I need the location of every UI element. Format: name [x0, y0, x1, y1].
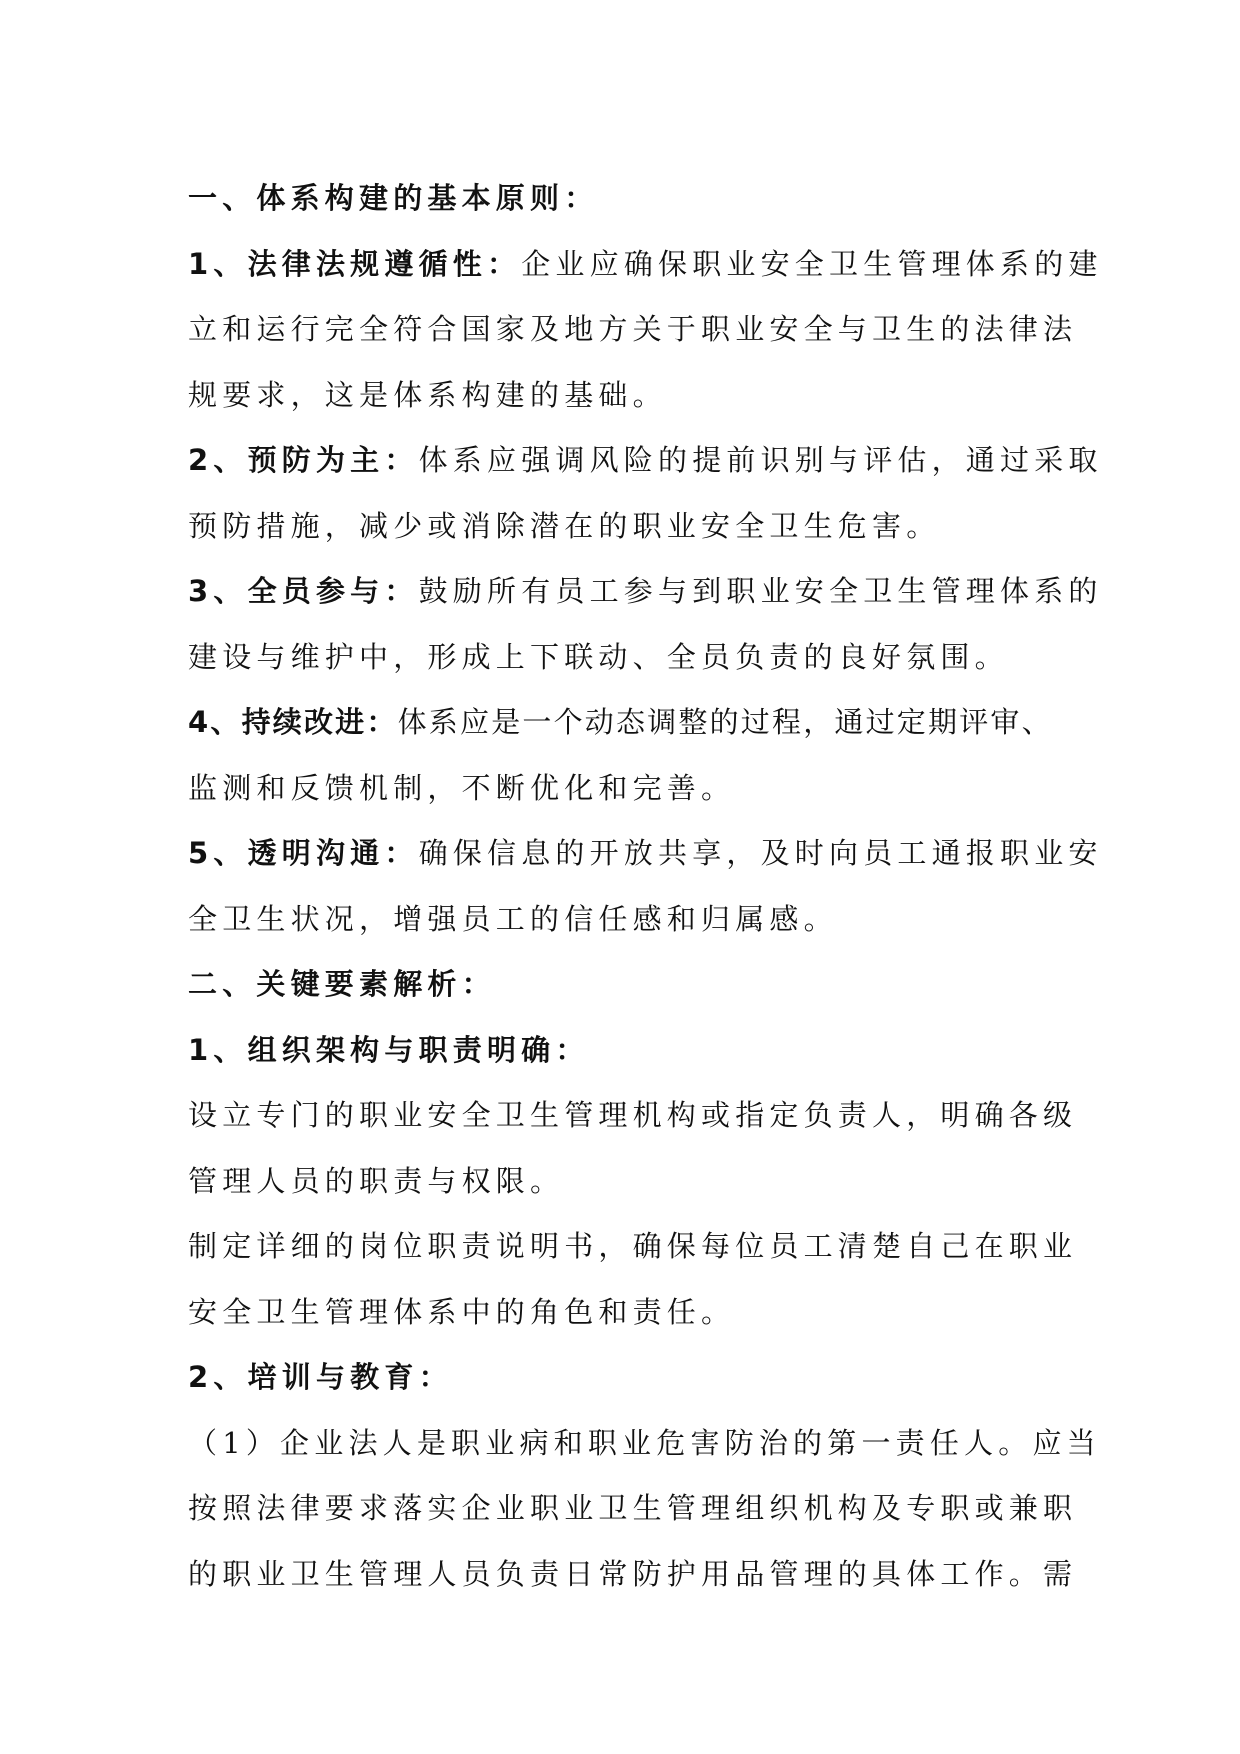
- paragraph-line: （1）企业法人是职业病和职业危害防治的第一责任人。应当: [188, 1425, 1101, 1460]
- item-heading: 2、预防为主：: [188, 443, 419, 477]
- paragraph-line: 管理人员的职责与权限。: [188, 1163, 565, 1198]
- subsection-heading: 2、培训与教育：: [188, 1360, 453, 1394]
- paragraph-line: 监测和反馈机制，不断优化和完善。: [188, 770, 736, 805]
- item-heading: 3、全员参与：: [188, 574, 419, 608]
- paragraph-line: 全卫生状况，增强员工的信任感和归属感。: [188, 901, 838, 936]
- paragraph-line: 立和运行完全符合国家及地方关于职业安全与卫生的法律法: [188, 312, 1078, 346]
- paragraph-line: 预防措施，减少或消除潜在的职业安全卫生危害。: [188, 508, 941, 543]
- paragraph-line: 安全卫生管理体系中的角色和责任。: [188, 1294, 736, 1329]
- item-heading: 5、透明沟通：: [188, 836, 419, 870]
- item-text: 鼓励所有员工参与到职业安全卫生管理体系的: [418, 574, 1103, 608]
- paragraph-line: 建设与维护中，形成上下联动、全员负责的良好氛围。: [188, 639, 1009, 674]
- paragraph-line: 的职业卫生管理人员负责日常防护用品管理的具体工作。需: [188, 1556, 1078, 1591]
- subsection-heading: 1、组织架构与职责明确：: [188, 1032, 590, 1067]
- section-heading-1: 一、体系构建的基本原则：: [188, 181, 599, 215]
- item-text: 企业应确保职业安全卫生管理体系的建: [521, 246, 1103, 281]
- paragraph-line: 按照法律要求落实企业职业卫生管理组织机构及专职或兼职: [188, 1491, 1078, 1525]
- item-text: 体系应是一个动态调整的过程，通过定期评审、: [397, 705, 1053, 739]
- section-heading-2: 二、关键要素解析：: [188, 967, 496, 1001]
- paragraph-line: 规要求，这是体系构建的基础。: [188, 377, 667, 412]
- paragraph-line: [188, 232, 1103, 298]
- paragraph-line: [188, 428, 1103, 494]
- document-page: [188, 166, 1103, 1607]
- paragraph-line: 设立专门的职业安全卫生管理机构或指定负责人，明确各级: [188, 1098, 1078, 1132]
- paragraph-line: [188, 690, 1068, 756]
- item-text: 体系应强调风险的提前识别与评估，通过采取: [418, 443, 1103, 477]
- item-heading: 4、持续改进：: [188, 705, 398, 739]
- paragraph-line: [188, 821, 1103, 887]
- item-heading: 1、法律法规遵循性：: [188, 246, 522, 281]
- paragraph-line: [188, 559, 1103, 625]
- item-text: 确保信息的开放共享，及时向员工通报职业安: [418, 836, 1103, 870]
- paragraph-line: 制定详细的岗位职责说明书，确保每位员工清楚自己在职业: [188, 1229, 1078, 1263]
